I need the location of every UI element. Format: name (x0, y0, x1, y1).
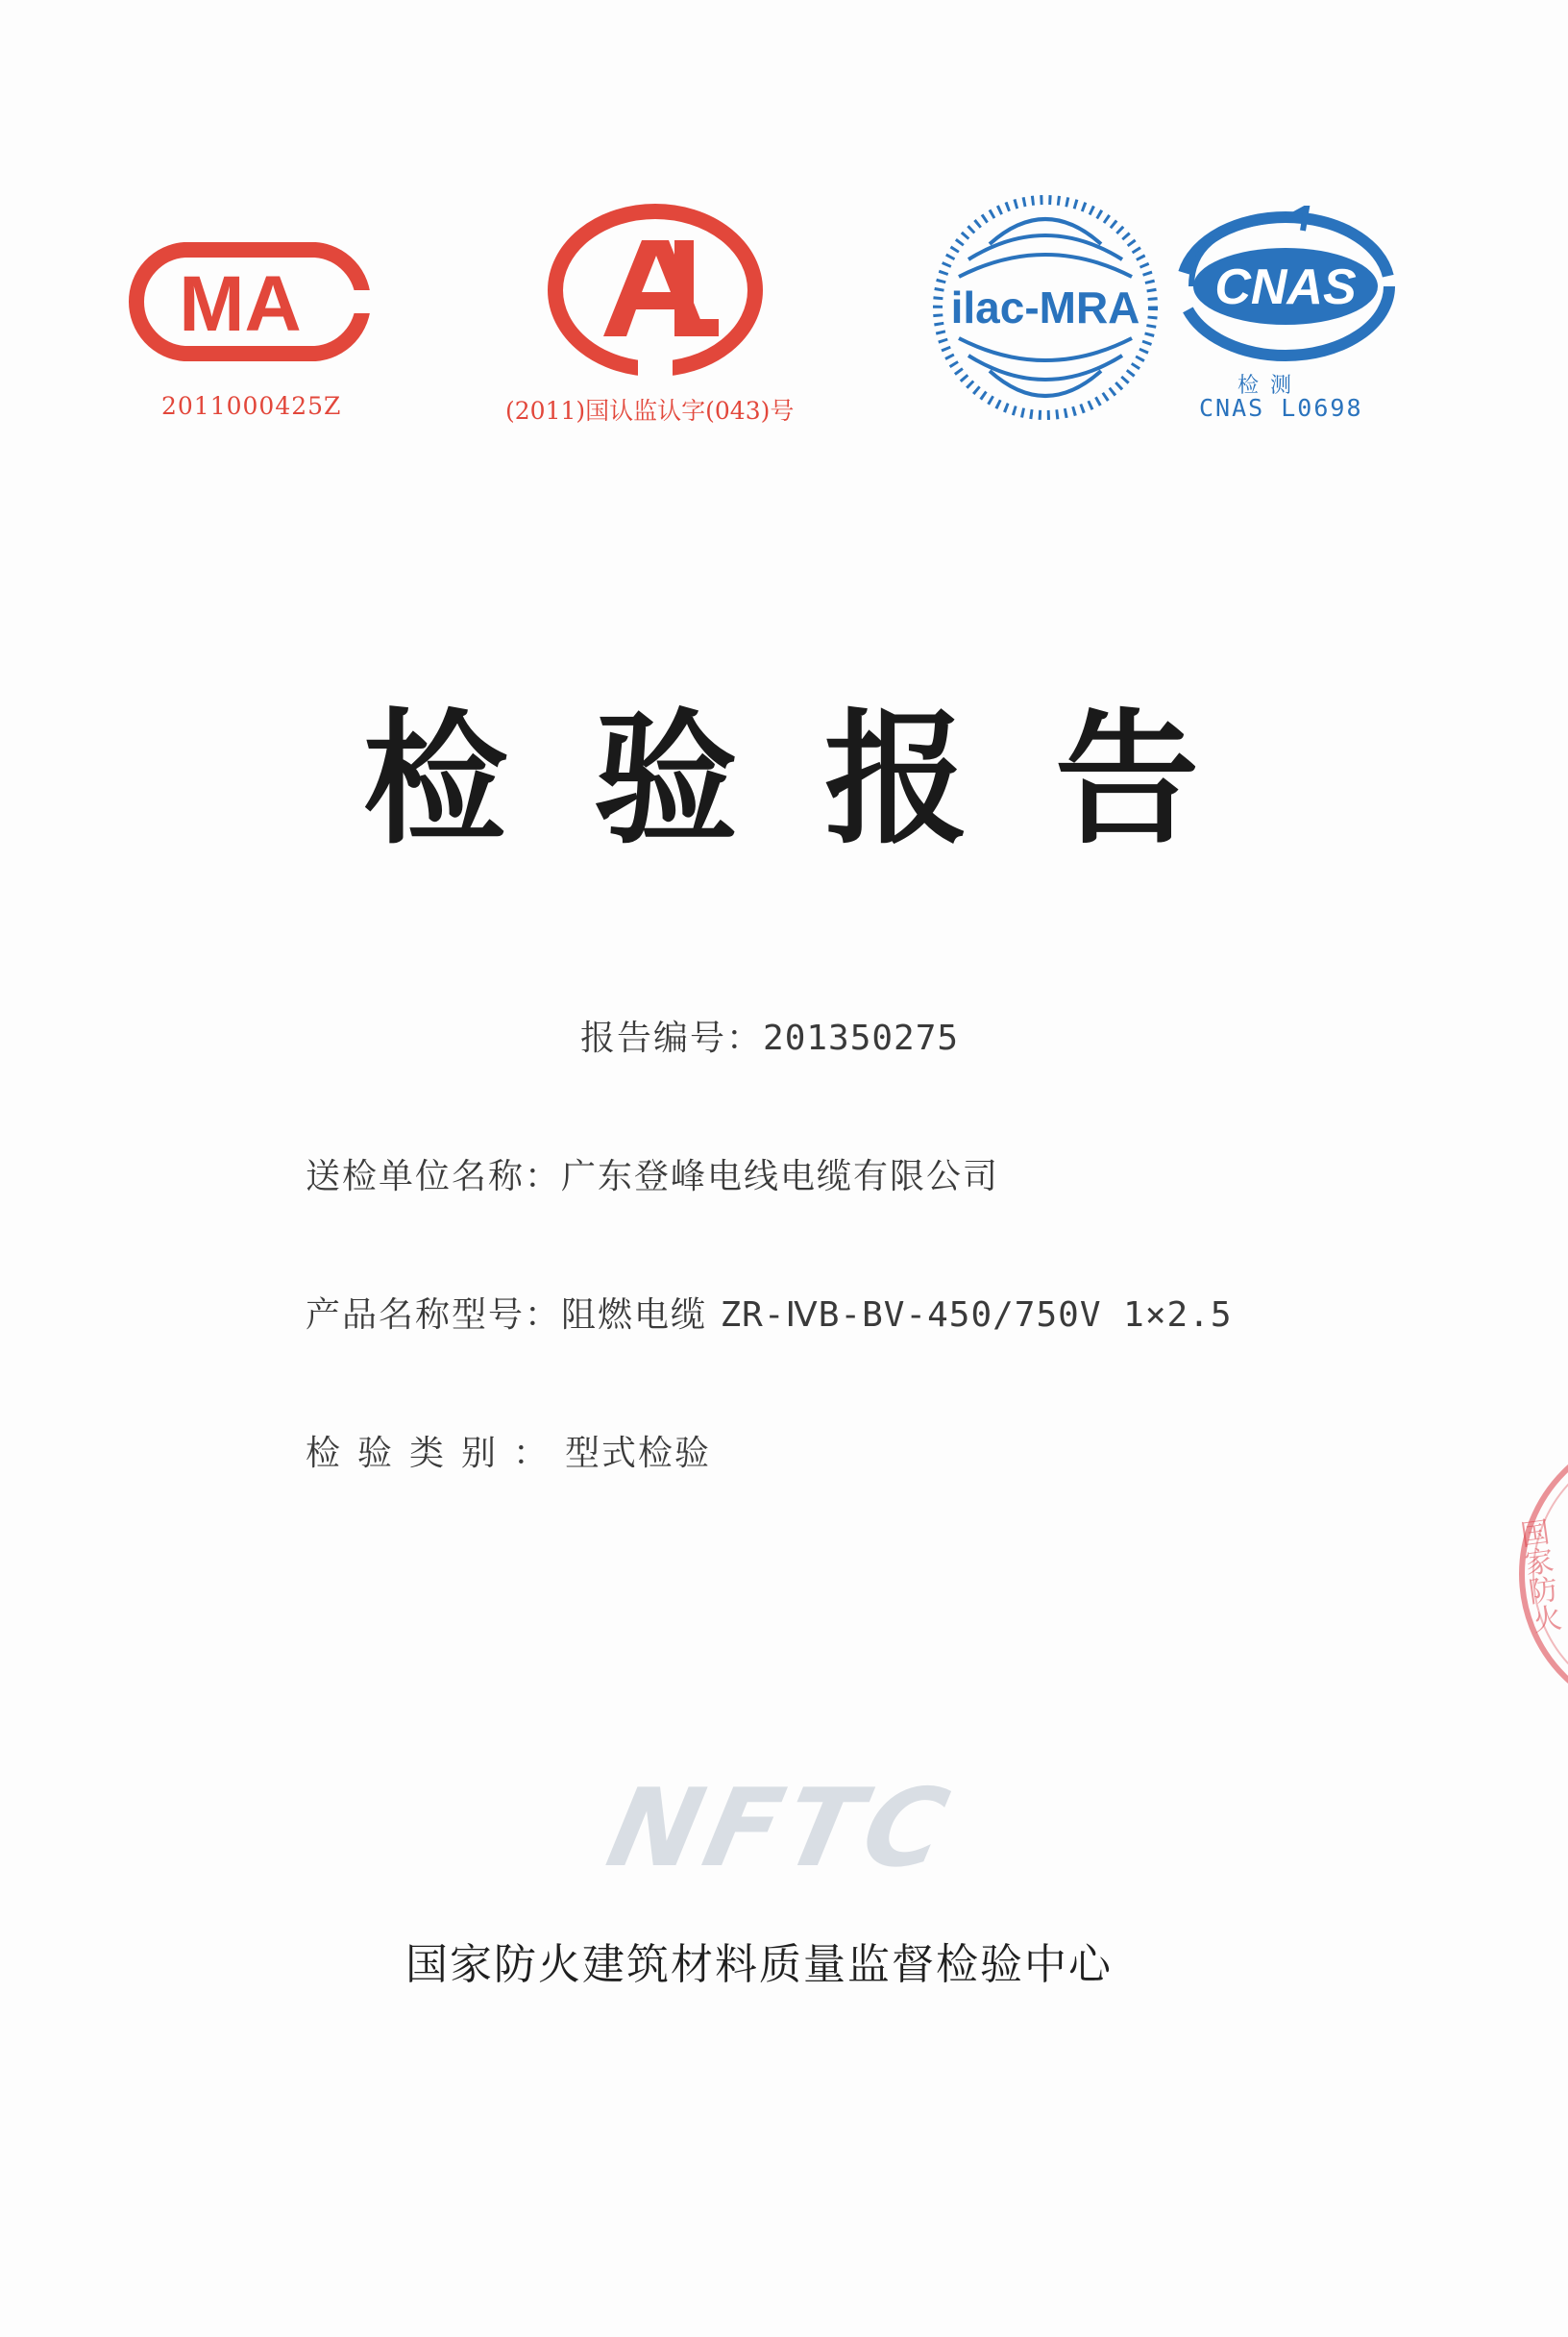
client-row (306, 1149, 999, 1198)
product-label: 产品名称型号： (306, 1295, 562, 1335)
cma-logo (127, 236, 373, 367)
cma-certificate-number: 2011000425Z (161, 392, 342, 420)
issuing-organization: 国家防火建筑材料质量监督检验中心 (405, 1940, 1113, 1989)
cnas-accreditation-code: CNAS L0698 (1199, 394, 1363, 422)
product-model-value: ZR-ⅣB-BV-450/750V 1×2.5 (720, 1295, 1233, 1335)
cma-logo-text: MA (179, 260, 302, 348)
nftc-watermark: NFTC (598, 1766, 964, 1891)
cnas-scope-label: 检测 (1237, 374, 1304, 398)
test-type-value: 型式检验 (565, 1434, 712, 1473)
report-number-row (580, 1011, 959, 1060)
product-name-value: 阻燃电缆 (561, 1295, 708, 1335)
product-row (306, 1288, 1233, 1337)
test-type-row (306, 1426, 711, 1475)
client-value: 广东登峰电线电缆有限公司 (561, 1157, 1000, 1196)
cnas-logo (1172, 206, 1399, 369)
official-seal-text: 国家防火 (1512, 1516, 1563, 1636)
client-label: 送检单位名称： (306, 1157, 562, 1196)
report-number-value: 201350275 (763, 1019, 960, 1058)
ilac-mra-text: ilac-MRA (950, 283, 1140, 332)
test-type-label: 检验类别： (306, 1434, 566, 1473)
cnas-logo-text: CNAS (1214, 259, 1357, 315)
report-number-label: 报告编号： (580, 1019, 764, 1058)
cal-logo (546, 202, 765, 379)
cal-certificate-number: (2011)国认监认字(043)号 (505, 397, 795, 425)
ilac-mra-logo (930, 192, 1161, 423)
document-title: 检验报告 (363, 697, 1286, 864)
